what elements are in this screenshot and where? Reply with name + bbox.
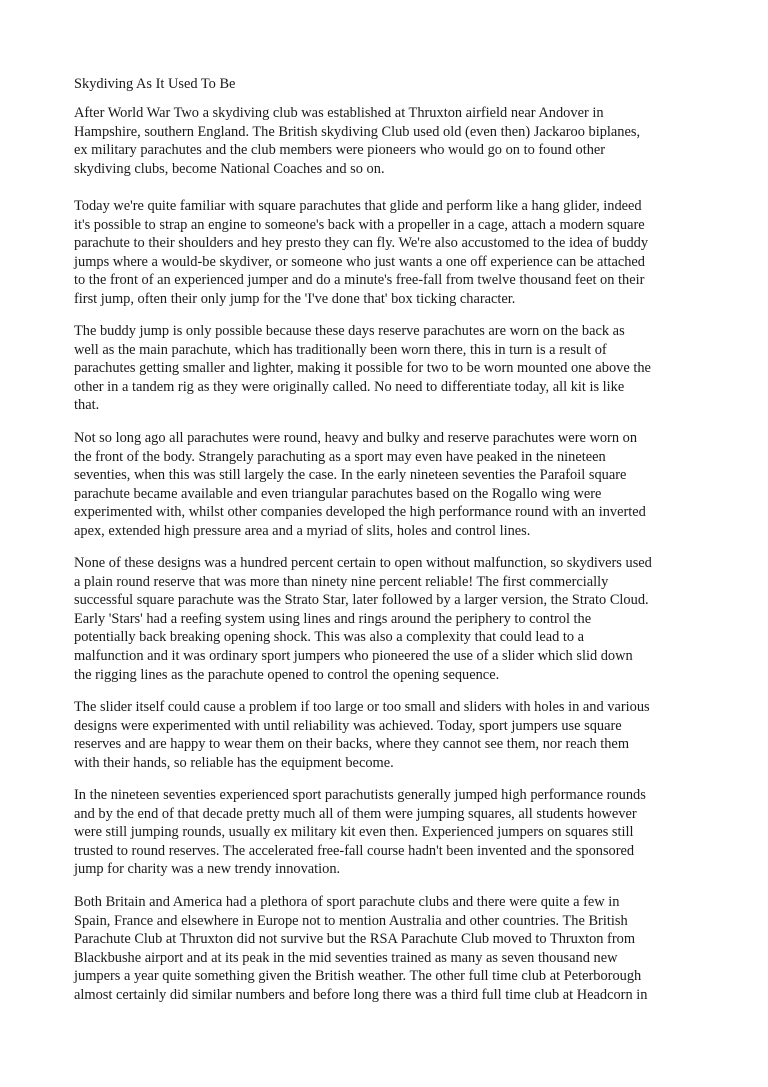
paragraph-line: experimented with, whilst other companies developed the high performance round with an inverted (74, 504, 646, 521)
document-title: Skydiving As It Used To Be (74, 76, 236, 92)
paragraph-line: almost certainly did similar numbers and before long there was a third full time club at Headcorn in (74, 986, 648, 1003)
paragraph (74, 197, 696, 309)
paragraph-line: In the nineteen seventies experienced sport parachutists generally jumped high performance rounds (74, 787, 646, 803)
paragraph-line: parachutes getting smaller and lighter, making it possible for two to be worn mounted one above the (74, 360, 651, 377)
paragraph (74, 893, 696, 1005)
paragraph-line: ex military parachutes and the club members were pioneers who would go on to found other (74, 142, 606, 159)
paragraph (74, 698, 696, 772)
paragraph-line: seventies, when this was still largely the case. In the early nineteen seventies the Parafoil square (74, 467, 627, 484)
paragraph-line: jumps where a would-be skydiver, or someone who just wants a one off experience can be attached (74, 253, 645, 270)
paragraph-line: skydiving clubs, become National Coaches and so on. (74, 160, 385, 177)
paragraph-line: Blackbushe airport and at its peak in the mid seventies trained as many as seven thousand new (74, 949, 618, 966)
paragraph (74, 554, 696, 684)
paragraph-line: successful square parachute was the Strato Star, later followed by a larger version, the Strato Cloud. (74, 592, 649, 609)
paragraph (74, 104, 696, 178)
paragraph-line: parachute to their shoulders and hey presto they can fly. We're also accustomed to the idea of buddy (74, 235, 649, 252)
paragraph-line: The buddy jump is only possible because these days reserve parachutes are worn on the back as (74, 323, 625, 339)
paragraph-line: Early 'Stars' had a reefing system using lines and rings around the periphery to control the (74, 610, 592, 627)
paragraph-line: Spain, France and elsewhere in Europe not to mention Australia and other countries. The British (74, 912, 628, 929)
paragraph-line: Not so long ago all parachutes were round, heavy and bulky and reserve parachutes were worn on (74, 430, 638, 446)
paragraph-line: Hampshire, southern England. The British skydiving Club used old (even then) Jackaroo biplanes, (74, 123, 641, 140)
paragraph-line: Today we're quite familiar with square parachutes that glide and perform like a hang glider, indeed (74, 198, 642, 214)
paragraph-line: trusted to round reserves. The accelerated free-fall course hadn't been invented and the sponsored (74, 842, 635, 859)
paragraph-line: to the front of an experienced jumper and do a minute's free-fall from twelve thousand feet on their (74, 272, 645, 289)
paragraph-line: None of these designs was a hundred percent certain to open without malfunction, so skydivers used (74, 555, 652, 571)
paragraph-line: jumpers a year quite something given the British weather. The other full time club at Peterborough (74, 968, 642, 985)
paragraph-line: The slider itself could cause a problem if too large or too small and sliders with holes in and various (74, 699, 650, 715)
paragraph (74, 322, 696, 415)
paragraph-line: malfunction and it was ordinary sport jumpers who pioneered the use of a slider which slid down (74, 647, 633, 664)
paragraph-line: apex, extended high pressure area and a myriad of slits, holes and control lines. (74, 522, 531, 539)
paragraph-line: that. (74, 397, 100, 414)
paragraph-line: with their hands, so reliable has the equipment become. (74, 754, 394, 771)
paragraph-line: first jump, often their only jump for the 'I've done that' box ticking character. (74, 290, 516, 307)
paragraph-line: well as the main parachute, which has traditionally been worn there, this in turn is a result of (74, 341, 607, 358)
paragraph-line: other in a tandem rig as they were originally called. No need to differentiate today, all kit is like (74, 378, 625, 395)
paragraph-line: After World War Two a skydiving club was established at Thruxton airfield near Andover in (74, 105, 604, 121)
paragraph-line: and by the end of that decade pretty much all of them were jumping squares, all students however (74, 805, 637, 822)
paragraph-line: designs were experimented with until reliability was achieved. Today, sport jumpers use square (74, 717, 622, 734)
paragraph (74, 429, 696, 541)
paragraph-line: a plain round reserve that was more than ninety nine percent reliable! The first commercially (74, 573, 609, 590)
paragraph-line: the front of the body. Strangely parachuting as a sport may even have peaked in the nineteen (74, 448, 606, 465)
paragraph-line: it's possible to strap an engine to someone's back with a propeller in a cage, attach a modern square (74, 216, 645, 233)
paragraph-line: the rigging lines as the parachute opened to control the opening sequence. (74, 666, 500, 683)
paragraph-line: Parachute Club at Thruxton did not survive but the RSA Parachute Club moved to Thruxton from (74, 931, 636, 948)
paragraph-line: potentially back breaking opening shock. This was also a complexity that could lead to a (74, 629, 585, 646)
paragraph-line: reserves and are happy to wear them on their backs, where they cannot see them, nor reach them (74, 736, 630, 753)
paragraph (74, 786, 696, 879)
paragraph-line: were still jumping rounds, usually ex military kit even then. Experienced jumpers on squares still (74, 824, 634, 841)
paragraph-line: Both Britain and America had a plethora of sport parachute clubs and there were quite a few in (74, 894, 620, 910)
paragraph-line: jump for charity was a new trendy innovation. (74, 861, 341, 878)
paragraph-line: parachute became available and even triangular parachutes based on the Rogallo wing were (74, 485, 602, 502)
